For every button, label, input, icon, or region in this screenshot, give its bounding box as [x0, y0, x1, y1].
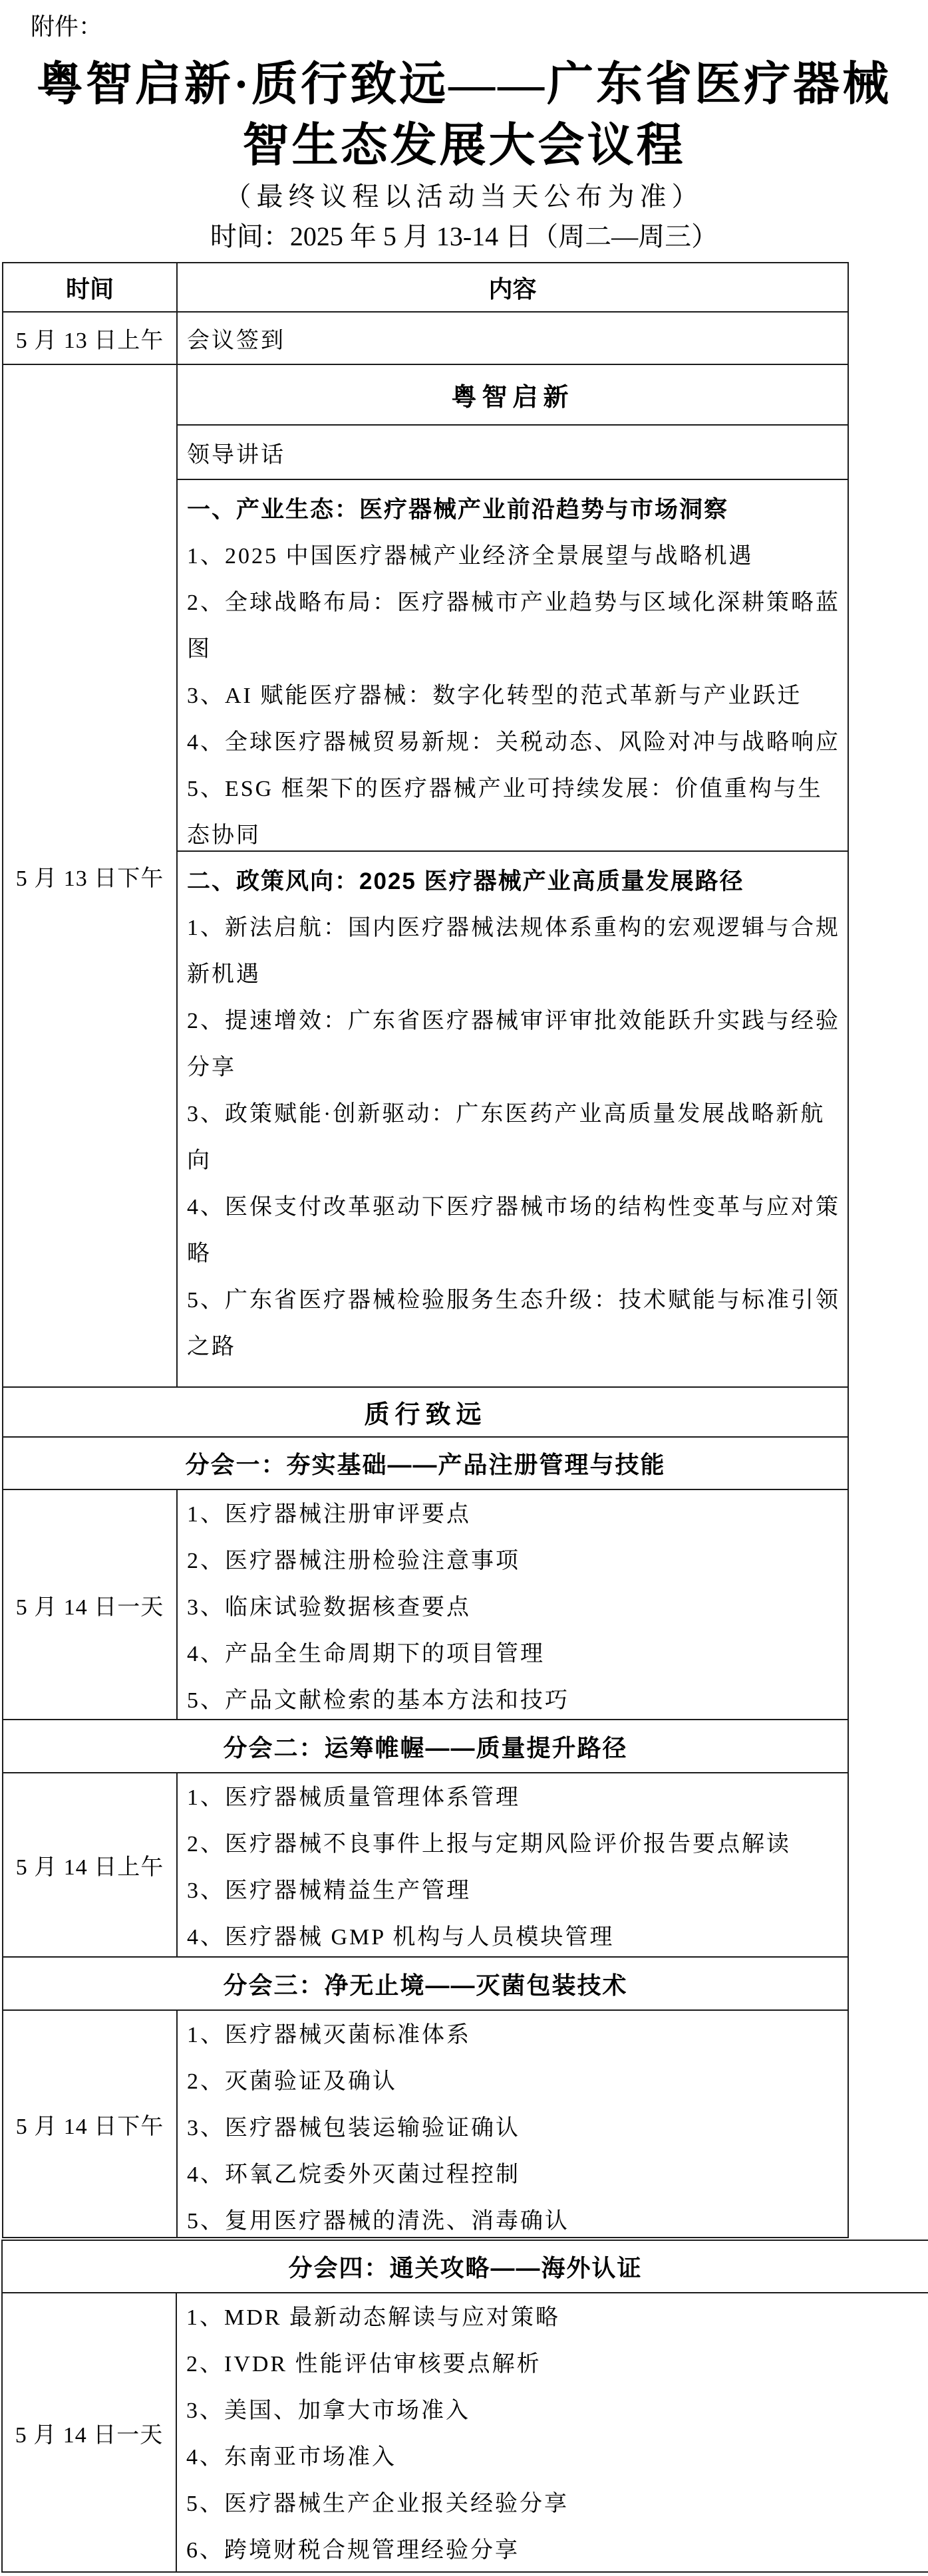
- agenda-item: 1、医疗器械灭菌标准体系: [187, 2023, 471, 2047]
- agenda-item: 5、产品文献检索的基本方法和技巧: [187, 1688, 569, 1713]
- document-title: [0, 55, 928, 177]
- agenda-item: 4、产品全生命周期下的项目管理: [187, 1642, 545, 1666]
- agenda-item: 4、医保支付改革驱动下医疗器械市场的结构性变革与应对策略: [187, 1195, 840, 1266]
- agenda-item: 4、医疗器械 GMP 机构与人员模块管理: [187, 1925, 615, 1950]
- time-cell-may14-allday-2: 5 月 14 日一天: [3, 2292, 176, 2571]
- agenda-item: 4、环氧乙烷委外灭菌过程控制: [187, 2162, 520, 2187]
- section-heading: 二、政策风向：2025 医疗器械产业高质量发展路径: [187, 868, 744, 894]
- agenda-item: 5、复用医疗器械的清洗、消毒确认: [187, 2209, 569, 2234]
- title-line-1: 粤智启新·质行致远——广东省医疗器械: [36, 59, 892, 110]
- subsession4-heading: 分会四：通关攻略——海外认证: [3, 2241, 928, 2292]
- agenda-item: 1、医疗器械质量管理体系管理: [187, 1785, 520, 1810]
- agenda-item: 1、MDR 最新动态解读与应对策略: [186, 2305, 560, 2330]
- agenda-item: 2、医疗器械不良事件上报与定期风险评价报告要点解读: [187, 1832, 791, 1857]
- time-cell-may14-pm: 5 月 14 日下午: [3, 2009, 176, 2237]
- column-header-content: 内容: [176, 263, 848, 311]
- agenda-item: 5、ESG 框架下的医疗器械产业可持续发展：价值重构与生态协同: [187, 777, 823, 848]
- agenda-item: 2、提速增效：广东省医疗器械审评审批效能跃升实践与经验分享: [187, 1009, 840, 1080]
- agenda-item: 1、医疗器械注册审评要点: [187, 1502, 471, 1527]
- subsession3-items: [176, 2009, 848, 2237]
- agenda-item: 2、医疗器械注册检验注意事项: [187, 1549, 520, 1573]
- agenda-item: 1、2025 中国医疗器械产业经济全景展望与战略机遇: [187, 544, 754, 569]
- event-time: 时间：2025 年 5 月 13-14 日（周二—周三）: [210, 221, 718, 251]
- section-heading: 一、产业生态：医疗器械产业前沿趋势与市场洞察: [187, 497, 729, 523]
- section-industry-ecology: [176, 479, 848, 850]
- theme-heading-yuezhiqixin: 粤智启新: [176, 364, 848, 424]
- time-cell-may13-pm: 5 月 13 日下午: [3, 364, 176, 1386]
- time-cell-may14-allday: 5 月 14 日一天: [3, 1489, 176, 1719]
- subsession1-heading: 分会一：夯实基础——产品注册管理与技能: [3, 1436, 848, 1489]
- agenda-item: 3、医疗器械包装运输验证确认: [187, 2116, 520, 2140]
- agenda-item: 2、IVDR 性能评估审核要点解析: [186, 2352, 541, 2377]
- agenda-item: 5、广东省医疗器械检验服务生态升级：技术赋能与标准引领之路: [187, 1288, 840, 1359]
- section-policy-direction: [176, 850, 848, 1386]
- agenda-item: 3、AI 赋能医疗器械：数字化转型的范式革新与产业跃迁: [187, 684, 802, 708]
- agenda-disclaimer: （最终议程以活动当天公布为准）: [224, 182, 704, 211]
- agenda-item: 3、政策赋能·创新驱动：广东医药产业高质量发展战略新航向: [187, 1102, 826, 1173]
- title-line-2: 智生态发展大会议程: [242, 120, 686, 172]
- time-cell-may14-am: 5 月 14 日上午: [3, 1772, 176, 1956]
- agenda-item: 3、临床试验数据核查要点: [187, 1595, 471, 1620]
- content-cell-signin: 会议签到: [176, 311, 848, 364]
- attachment-label: 附件：: [31, 13, 103, 40]
- subsession2-items: [176, 1772, 848, 1956]
- subsession2-heading: 分会二：运筹帷幄——质量提升路径: [3, 1719, 848, 1772]
- agenda-table-main: [2, 262, 849, 2238]
- agenda-item: 3、美国、加拿大市场准入: [186, 2398, 470, 2423]
- agenda-item: 5、医疗器械生产企业报关经验分享: [186, 2492, 569, 2516]
- column-header-time: 时间: [3, 263, 176, 311]
- agenda-item: 2、灭菌验证及确认: [187, 2069, 397, 2094]
- agenda-item: 2、全球战略布局：医疗器械市产业趋势与区域化深耕策略蓝图: [187, 590, 840, 662]
- subsession4-items: [176, 2292, 928, 2571]
- agenda-item: 4、全球医疗器械贸易新规：关税动态、风险对冲与战略响应: [187, 730, 840, 755]
- content-cell-leader-speech: 领导讲话: [176, 424, 848, 479]
- agenda-item: 1、新法启航：国内医疗器械法规体系重构的宏观逻辑与合规新机遇: [187, 916, 840, 987]
- theme-heading-zhixingzhiyuan: 质行致远: [3, 1386, 848, 1436]
- agenda-item: 6、跨境财税合规管理经验分享: [186, 2538, 520, 2563]
- agenda-item: 3、医疗器械精益生产管理: [187, 1878, 471, 1903]
- subsession3-heading: 分会三：净无止境——灭菌包装技术: [3, 1956, 848, 2009]
- agenda-item: 4、东南亚市场准入: [186, 2445, 396, 2470]
- agenda-table-subsession4: [1, 2240, 928, 2573]
- subsession1-items: [176, 1489, 848, 1719]
- time-cell-may13-am: 5 月 13 日上午: [3, 311, 176, 364]
